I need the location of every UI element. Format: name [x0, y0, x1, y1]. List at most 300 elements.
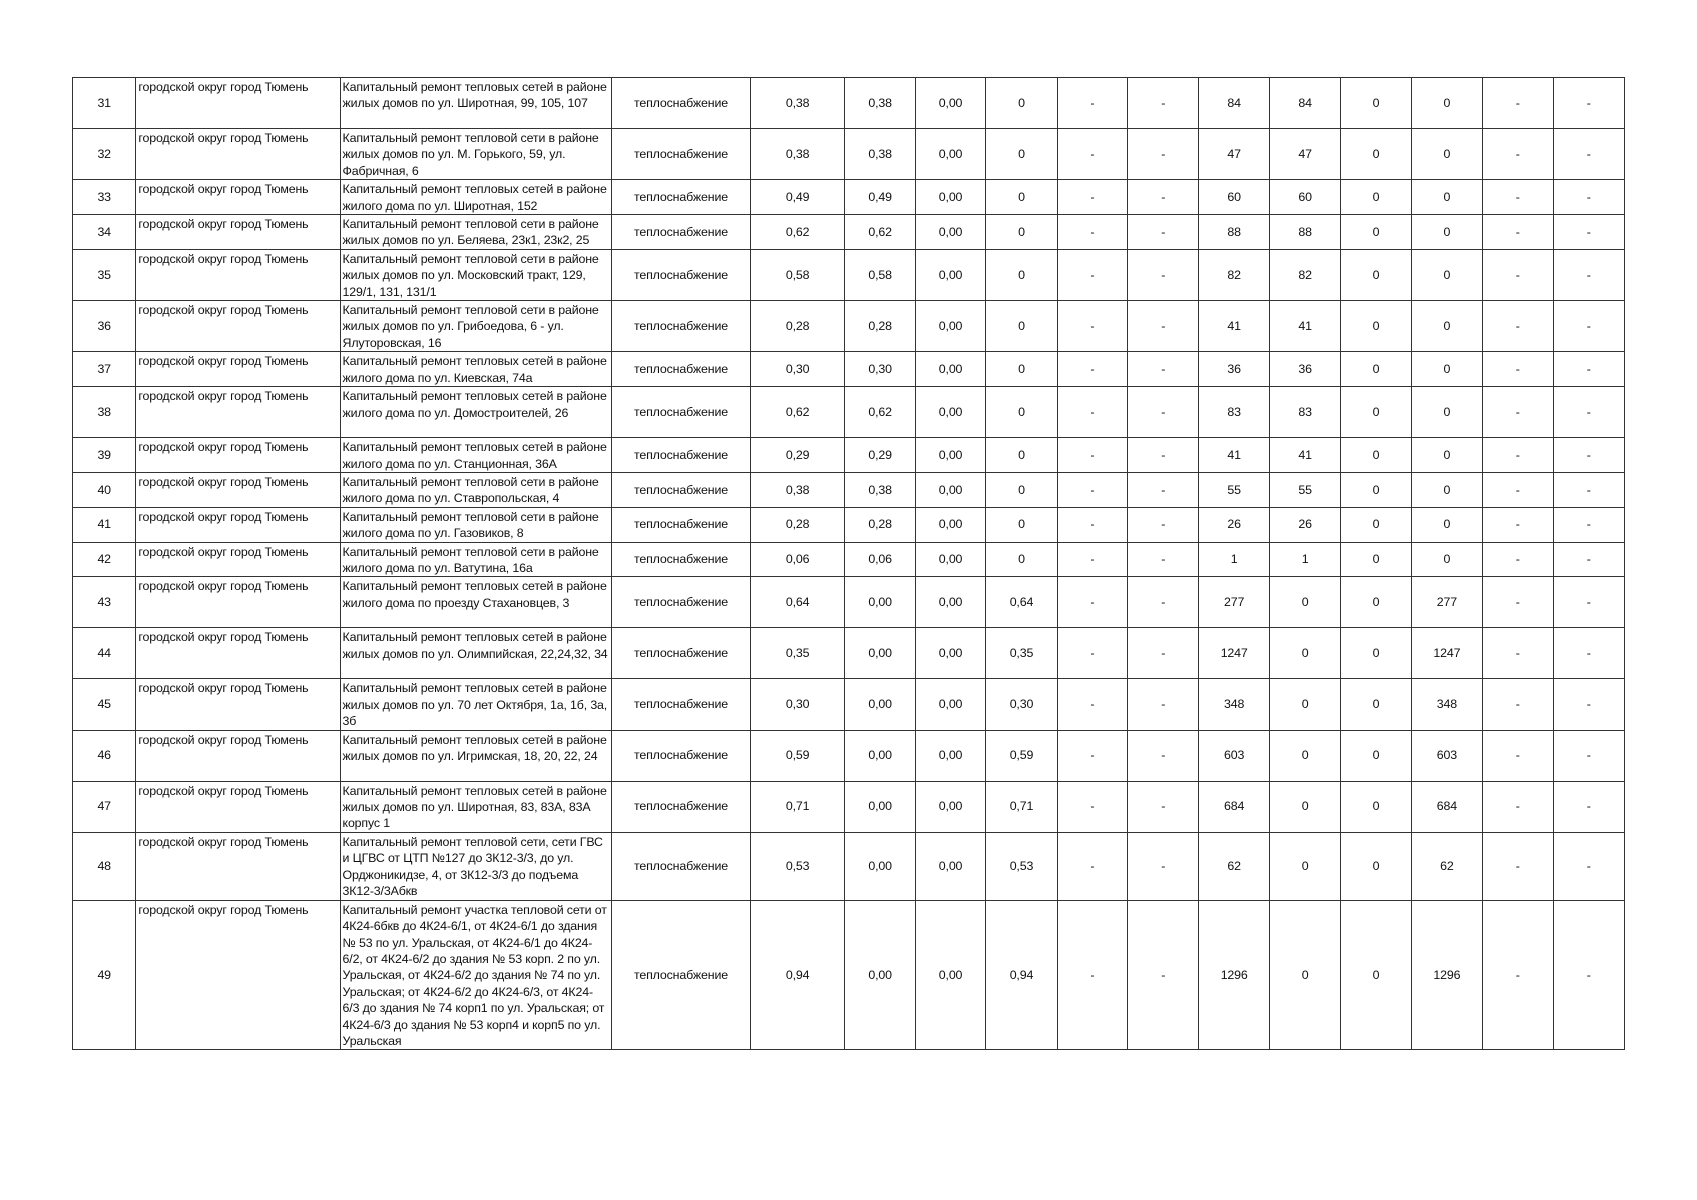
cell-v3: 0,00 [915, 78, 985, 129]
cell-v8: 36 [1269, 352, 1340, 387]
cell-v3: 0,00 [915, 730, 985, 781]
cell-v7: 348 [1199, 679, 1269, 730]
cell-municipality: городской округ город Тюмень [136, 129, 340, 180]
cell-v7: 1 [1199, 542, 1269, 577]
cell-description: Капитальный ремонт тепловой сети в районе жилого дома по ул. Газовиков, 8 [340, 507, 612, 542]
cell-v7: 26 [1199, 507, 1269, 542]
cell-v2: 0,00 [845, 628, 915, 679]
cell-v5: - [1057, 900, 1127, 1050]
cell-municipality: городской округ город Тюмень [136, 781, 340, 832]
cell-v3: 0,00 [915, 352, 985, 387]
cell-type: теплоснабжение [612, 628, 751, 679]
cell-v9: 0 [1341, 180, 1411, 215]
cell-v1: 0,49 [750, 180, 845, 215]
cell-num: 44 [73, 628, 136, 679]
cell-v6: - [1128, 180, 1199, 215]
cell-v6: - [1128, 301, 1199, 352]
cell-v9: 0 [1341, 129, 1411, 180]
cell-num: 38 [73, 387, 136, 438]
cell-v6: - [1128, 78, 1199, 129]
cell-v4: 0 [986, 301, 1057, 352]
cell-v5: - [1057, 507, 1127, 542]
cell-v9: 0 [1341, 301, 1411, 352]
table-row [73, 438, 1625, 473]
cell-v9: 0 [1341, 352, 1411, 387]
cell-v4: 0,35 [986, 628, 1057, 679]
cell-v9: 0 [1341, 215, 1411, 250]
cell-v2: 0,38 [845, 472, 915, 507]
cell-v4: 0 [986, 542, 1057, 577]
cell-municipality: городской округ город Тюмень [136, 472, 340, 507]
cell-v2: 0,29 [845, 438, 915, 473]
cell-v8: 84 [1269, 78, 1340, 129]
cell-num: 39 [73, 438, 136, 473]
cell-v8: 41 [1269, 301, 1340, 352]
cell-v1: 0,94 [750, 900, 845, 1050]
cell-v10: 0 [1411, 352, 1482, 387]
cell-v2: 0,06 [845, 542, 915, 577]
table-row [73, 542, 1625, 577]
cell-v8: 0 [1269, 781, 1340, 832]
cell-v4: 0 [986, 472, 1057, 507]
cell-v1: 0,30 [750, 352, 845, 387]
cell-v7: 41 [1199, 301, 1269, 352]
cell-v5: - [1057, 129, 1127, 180]
cell-v8: 55 [1269, 472, 1340, 507]
cell-type: теплоснабжение [612, 900, 751, 1050]
cell-v3: 0,00 [915, 900, 985, 1050]
cell-v12: - [1553, 180, 1625, 215]
cell-type: теплоснабжение [612, 438, 751, 473]
cell-v8: 1 [1269, 542, 1340, 577]
cell-v4: 0,64 [986, 577, 1057, 628]
cell-num: 42 [73, 542, 136, 577]
cell-v3: 0,00 [915, 249, 985, 300]
cell-v8: 0 [1269, 900, 1340, 1050]
cell-v9: 0 [1341, 832, 1411, 900]
table-row [73, 301, 1625, 352]
cell-description: Капитальный ремонт тепловых сетей в районе жилого дома по проезду Стахановцев, 3 [340, 577, 612, 628]
cell-v10: 0 [1411, 301, 1482, 352]
cell-num: 35 [73, 249, 136, 300]
cell-municipality: городской округ город Тюмень [136, 301, 340, 352]
cell-v11: - [1483, 577, 1553, 628]
table-row [73, 628, 1625, 679]
cell-v1: 0,71 [750, 781, 845, 832]
cell-v12: - [1553, 781, 1625, 832]
cell-v12: - [1553, 542, 1625, 577]
cell-v3: 0,00 [915, 577, 985, 628]
cell-num: 49 [73, 900, 136, 1050]
cell-v12: - [1553, 679, 1625, 730]
cell-v10: 0 [1411, 507, 1482, 542]
cell-v6: - [1128, 387, 1199, 438]
cell-v6: - [1128, 628, 1199, 679]
cell-v1: 0,35 [750, 628, 845, 679]
cell-v4: 0,59 [986, 730, 1057, 781]
cell-v3: 0,00 [915, 507, 985, 542]
cell-num: 31 [73, 78, 136, 129]
cell-v7: 82 [1199, 249, 1269, 300]
cell-type: теплоснабжение [612, 577, 751, 628]
cell-v10: 1247 [1411, 628, 1482, 679]
cell-description: Капитальный ремонт тепловой сети в районе жилых домов по ул. Грибоедова, 6 - ул. Ялуторовская, 16 [340, 301, 612, 352]
cell-v1: 0,29 [750, 438, 845, 473]
cell-municipality: городской округ город Тюмень [136, 679, 340, 730]
cell-v8: 0 [1269, 577, 1340, 628]
cell-v8: 83 [1269, 387, 1340, 438]
cell-v1: 0,06 [750, 542, 845, 577]
cell-v5: - [1057, 180, 1127, 215]
cell-municipality: городской округ город Тюмень [136, 832, 340, 900]
cell-v3: 0,00 [915, 215, 985, 250]
cell-num: 41 [73, 507, 136, 542]
cell-v1: 0,38 [750, 129, 845, 180]
cell-type: теплоснабжение [612, 215, 751, 250]
table-row [73, 832, 1625, 900]
cell-description: Капитальный ремонт тепловых сетей в районе жилого дома по ул. Домостроителей, 26 [340, 387, 612, 438]
cell-v5: - [1057, 781, 1127, 832]
cell-v9: 0 [1341, 542, 1411, 577]
cell-type: теплоснабжение [612, 542, 751, 577]
cell-v12: - [1553, 900, 1625, 1050]
cell-v10: 62 [1411, 832, 1482, 900]
cell-v12: - [1553, 352, 1625, 387]
cell-v7: 603 [1199, 730, 1269, 781]
cell-v12: - [1553, 438, 1625, 473]
cell-v11: - [1483, 832, 1553, 900]
cell-v11: - [1483, 542, 1553, 577]
cell-v4: 0,71 [986, 781, 1057, 832]
cell-v10: 603 [1411, 730, 1482, 781]
works-table [72, 77, 1625, 1050]
cell-description: Капитальный ремонт тепловых сетей в районе жилых домов по ул. Олимпийская, 22,24,32, 34 [340, 628, 612, 679]
cell-v4: 0 [986, 215, 1057, 250]
cell-v1: 0,58 [750, 249, 845, 300]
table-row [73, 577, 1625, 628]
cell-description: Капитальный ремонт тепловой сети в районе жилых домов по ул. Беляева, 23к1, 23к2, 25 [340, 215, 612, 250]
cell-description: Капитальный ремонт тепловых сетей в районе жилого дома по ул. Широтная, 152 [340, 180, 612, 215]
cell-municipality: городской округ город Тюмень [136, 78, 340, 129]
cell-v8: 88 [1269, 215, 1340, 250]
cell-v4: 0 [986, 438, 1057, 473]
cell-v1: 0,30 [750, 679, 845, 730]
cell-v3: 0,00 [915, 679, 985, 730]
cell-type: теплоснабжение [612, 180, 751, 215]
cell-v8: 82 [1269, 249, 1340, 300]
cell-num: 40 [73, 472, 136, 507]
cell-v1: 0,62 [750, 387, 845, 438]
cell-v6: - [1128, 507, 1199, 542]
cell-v6: - [1128, 438, 1199, 473]
cell-description: Капитальный ремонт тепловых сетей в районе жилого дома по ул. Станционная, 36А [340, 438, 612, 473]
cell-municipality: городской округ город Тюмень [136, 438, 340, 473]
cell-v8: 41 [1269, 438, 1340, 473]
cell-type: теплоснабжение [612, 129, 751, 180]
cell-municipality: городской округ город Тюмень [136, 215, 340, 250]
cell-v7: 83 [1199, 387, 1269, 438]
cell-municipality: городской округ город Тюмень [136, 730, 340, 781]
cell-v11: - [1483, 900, 1553, 1050]
cell-v2: 0,28 [845, 301, 915, 352]
cell-type: теплоснабжение [612, 472, 751, 507]
cell-num: 33 [73, 180, 136, 215]
cell-municipality: городской округ город Тюмень [136, 352, 340, 387]
table-row [73, 352, 1625, 387]
cell-num: 46 [73, 730, 136, 781]
cell-v11: - [1483, 387, 1553, 438]
cell-v10: 0 [1411, 78, 1482, 129]
cell-v2: 0,00 [845, 730, 915, 781]
cell-v4: 0 [986, 249, 1057, 300]
cell-v3: 0,00 [915, 129, 985, 180]
cell-v6: - [1128, 900, 1199, 1050]
cell-v7: 684 [1199, 781, 1269, 832]
cell-v10: 0 [1411, 472, 1482, 507]
cell-v5: - [1057, 249, 1127, 300]
cell-description: Капитальный ремонт тепловых сетей в районе жилых домов по ул. Широтная, 83, 83А, 83А корпус 1 [340, 781, 612, 832]
cell-v10: 0 [1411, 249, 1482, 300]
cell-v8: 0 [1269, 832, 1340, 900]
cell-v8: 47 [1269, 129, 1340, 180]
cell-v10: 0 [1411, 129, 1482, 180]
cell-description: Капитальный ремонт тепловой сети в районе жилых домов по ул. Московский тракт, 129, 129/1, 131, 131/1 [340, 249, 612, 300]
cell-v12: - [1553, 249, 1625, 300]
cell-v10: 0 [1411, 180, 1482, 215]
cell-v8: 0 [1269, 628, 1340, 679]
cell-description: Капитальный ремонт тепловых сетей в районе жилых домов по ул. Широтная, 99, 105, 107 [340, 78, 612, 129]
cell-v6: - [1128, 215, 1199, 250]
cell-v11: - [1483, 180, 1553, 215]
cell-v1: 0,62 [750, 215, 845, 250]
table-row [73, 730, 1625, 781]
cell-v7: 88 [1199, 215, 1269, 250]
cell-v7: 277 [1199, 577, 1269, 628]
cell-v12: - [1553, 301, 1625, 352]
cell-num: 43 [73, 577, 136, 628]
cell-municipality: городской округ город Тюмень [136, 900, 340, 1050]
cell-v10: 0 [1411, 387, 1482, 438]
table-row [73, 180, 1625, 215]
cell-v10: 1296 [1411, 900, 1482, 1050]
cell-v2: 0,38 [845, 78, 915, 129]
cell-v10: 0 [1411, 215, 1482, 250]
cell-v6: - [1128, 542, 1199, 577]
cell-v12: - [1553, 628, 1625, 679]
cell-type: теплоснабжение [612, 387, 751, 438]
cell-v11: - [1483, 438, 1553, 473]
cell-v9: 0 [1341, 628, 1411, 679]
cell-municipality: городской округ город Тюмень [136, 577, 340, 628]
table-row [73, 215, 1625, 250]
cell-v10: 348 [1411, 679, 1482, 730]
table-body [73, 78, 1625, 1050]
cell-v8: 0 [1269, 730, 1340, 781]
cell-num: 48 [73, 832, 136, 900]
table-row [73, 900, 1625, 1050]
cell-v9: 0 [1341, 730, 1411, 781]
cell-municipality: городской округ город Тюмень [136, 628, 340, 679]
cell-v5: - [1057, 577, 1127, 628]
cell-v9: 0 [1341, 577, 1411, 628]
cell-v5: - [1057, 352, 1127, 387]
cell-v9: 0 [1341, 472, 1411, 507]
cell-v8: 60 [1269, 180, 1340, 215]
cell-v6: - [1128, 679, 1199, 730]
cell-type: теплоснабжение [612, 352, 751, 387]
cell-v5: - [1057, 679, 1127, 730]
cell-municipality: городской округ город Тюмень [136, 180, 340, 215]
cell-v5: - [1057, 301, 1127, 352]
cell-v5: - [1057, 832, 1127, 900]
cell-v2: 0,38 [845, 129, 915, 180]
cell-v4: 0 [986, 387, 1057, 438]
table-row [73, 78, 1625, 129]
cell-v11: - [1483, 472, 1553, 507]
cell-v1: 0,64 [750, 577, 845, 628]
cell-v2: 0,00 [845, 900, 915, 1050]
cell-v11: - [1483, 679, 1553, 730]
cell-v4: 0 [986, 180, 1057, 215]
cell-v3: 0,00 [915, 628, 985, 679]
cell-v6: - [1128, 249, 1199, 300]
cell-v5: - [1057, 628, 1127, 679]
cell-v12: - [1553, 507, 1625, 542]
cell-v6: - [1128, 577, 1199, 628]
cell-v5: - [1057, 730, 1127, 781]
cell-municipality: городской округ город Тюмень [136, 249, 340, 300]
cell-v6: - [1128, 352, 1199, 387]
cell-v5: - [1057, 215, 1127, 250]
cell-type: теплоснабжение [612, 832, 751, 900]
cell-num: 37 [73, 352, 136, 387]
cell-v7: 36 [1199, 352, 1269, 387]
cell-v9: 0 [1341, 78, 1411, 129]
cell-v3: 0,00 [915, 781, 985, 832]
cell-v2: 0,00 [845, 832, 915, 900]
cell-v7: 1296 [1199, 900, 1269, 1050]
cell-v12: - [1553, 215, 1625, 250]
cell-v2: 0,62 [845, 387, 915, 438]
cell-v3: 0,00 [915, 472, 985, 507]
cell-v12: - [1553, 730, 1625, 781]
cell-v11: - [1483, 301, 1553, 352]
cell-type: теплоснабжение [612, 507, 751, 542]
cell-municipality: городской округ город Тюмень [136, 387, 340, 438]
cell-description: Капитальный ремонт тепловых сетей в районе жилых домов по ул. 70 лет Октября, 1а, 1б, 3а, 3б [340, 679, 612, 730]
cell-v8: 0 [1269, 679, 1340, 730]
cell-v12: - [1553, 78, 1625, 129]
cell-v2: 0,62 [845, 215, 915, 250]
cell-v11: - [1483, 730, 1553, 781]
cell-v11: - [1483, 781, 1553, 832]
cell-v10: 0 [1411, 542, 1482, 577]
cell-v9: 0 [1341, 438, 1411, 473]
cell-v2: 0,58 [845, 249, 915, 300]
cell-v10: 277 [1411, 577, 1482, 628]
cell-v9: 0 [1341, 249, 1411, 300]
cell-type: теплоснабжение [612, 301, 751, 352]
cell-v8: 26 [1269, 507, 1340, 542]
cell-num: 36 [73, 301, 136, 352]
cell-municipality: городской округ город Тюмень [136, 507, 340, 542]
cell-v11: - [1483, 78, 1553, 129]
cell-v11: - [1483, 507, 1553, 542]
cell-v10: 0 [1411, 438, 1482, 473]
cell-v3: 0,00 [915, 542, 985, 577]
cell-v1: 0,53 [750, 832, 845, 900]
cell-v9: 0 [1341, 900, 1411, 1050]
cell-v5: - [1057, 542, 1127, 577]
table-row [73, 472, 1625, 507]
cell-v9: 0 [1341, 781, 1411, 832]
cell-num: 47 [73, 781, 136, 832]
cell-v11: - [1483, 129, 1553, 180]
cell-description: Капитальный ремонт тепловых сетей в районе жилых домов по ул. Игримская, 18, 20, 22, 24 [340, 730, 612, 781]
cell-v2: 0,00 [845, 679, 915, 730]
cell-description: Капитальный ремонт участка тепловой сети от 4К24-6бкв до 4К24-6/1, от 4К24-6/1 до здания № 53 по ул. Уральская, от 4К24-6/1 до 4К24-6/2, от 4К24-6/2 до здания № 53 корп. 2 по ул. Уральская, от 4К24-6/2 до здания № 74 по ул. Уральская; от 4К24-6/2 до 4К24-6/3, от 4К24-6/3 до здания № 74 корп1 по ул. Уральская; от 4К24-6/3 до здания № 53 корп4 и корп5 по ул. Уральская [340, 900, 612, 1050]
cell-v7: 47 [1199, 129, 1269, 180]
cell-v3: 0,00 [915, 438, 985, 473]
cell-type: теплоснабжение [612, 679, 751, 730]
cell-v3: 0,00 [915, 832, 985, 900]
table-row [73, 507, 1625, 542]
cell-v7: 1247 [1199, 628, 1269, 679]
cell-v4: 0,94 [986, 900, 1057, 1050]
cell-v11: - [1483, 249, 1553, 300]
cell-v6: - [1128, 129, 1199, 180]
cell-v5: - [1057, 438, 1127, 473]
cell-v9: 0 [1341, 679, 1411, 730]
cell-v1: 0,38 [750, 472, 845, 507]
cell-v11: - [1483, 215, 1553, 250]
cell-v4: 0 [986, 507, 1057, 542]
cell-v5: - [1057, 78, 1127, 129]
cell-v12: - [1553, 832, 1625, 900]
cell-v5: - [1057, 387, 1127, 438]
table-row [73, 249, 1625, 300]
cell-v1: 0,38 [750, 78, 845, 129]
cell-v9: 0 [1341, 507, 1411, 542]
cell-v10: 684 [1411, 781, 1482, 832]
cell-num: 34 [73, 215, 136, 250]
cell-v7: 55 [1199, 472, 1269, 507]
cell-num: 45 [73, 679, 136, 730]
cell-v7: 84 [1199, 78, 1269, 129]
table-row [73, 781, 1625, 832]
cell-v4: 0 [986, 78, 1057, 129]
cell-num: 32 [73, 129, 136, 180]
cell-v6: - [1128, 832, 1199, 900]
cell-v2: 0,00 [845, 781, 915, 832]
cell-description: Капитальный ремонт тепловых сетей в районе жилого дома по ул. Киевская, 74а [340, 352, 612, 387]
cell-type: теплоснабжение [612, 249, 751, 300]
cell-description: Капитальный ремонт тепловой сети в районе жилых домов по ул. М. Горького, 59, ул. Фабричная, 6 [340, 129, 612, 180]
cell-v12: - [1553, 577, 1625, 628]
cell-description: Капитальный ремонт тепловой сети в районе жилого дома по ул. Ватутина, 16а [340, 542, 612, 577]
cell-v4: 0,53 [986, 832, 1057, 900]
cell-v4: 0,30 [986, 679, 1057, 730]
cell-v7: 41 [1199, 438, 1269, 473]
cell-type: теплоснабжение [612, 781, 751, 832]
cell-v12: - [1553, 129, 1625, 180]
cell-v1: 0,59 [750, 730, 845, 781]
cell-v3: 0,00 [915, 301, 985, 352]
cell-description: Капитальный ремонт тепловой сети в районе жилого дома по ул. Ставропольская, 4 [340, 472, 612, 507]
cell-v2: 0,00 [845, 577, 915, 628]
cell-v7: 60 [1199, 180, 1269, 215]
cell-municipality: городской округ город Тюмень [136, 542, 340, 577]
